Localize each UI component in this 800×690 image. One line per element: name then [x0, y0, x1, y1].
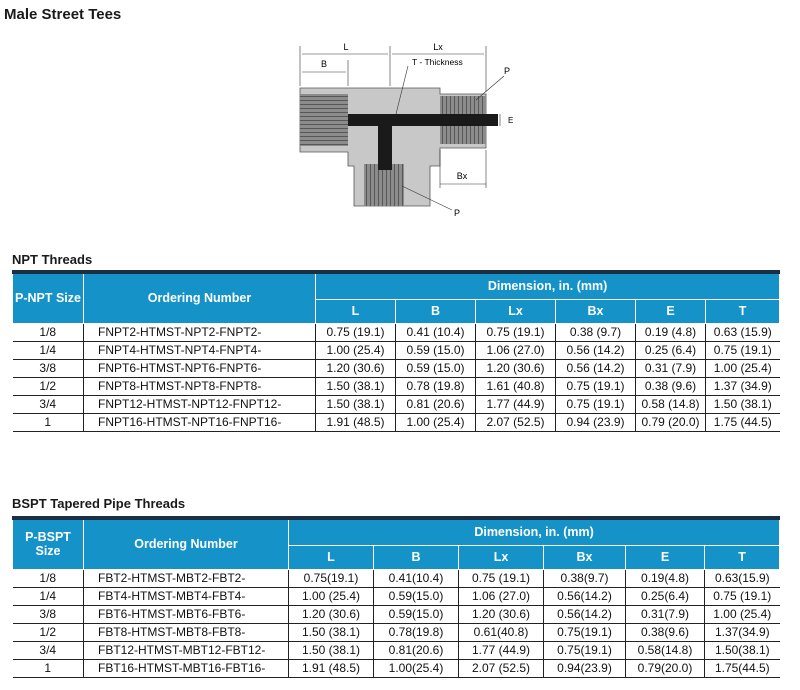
label-P-bottom: P: [454, 208, 461, 218]
dimension-cell: 0.59 (15.0): [396, 341, 476, 359]
label-P-top: P: [504, 66, 511, 76]
dimension-cell: 0.25 (6.4): [636, 341, 706, 359]
dimension-cell: 0.78 (19.8): [396, 377, 476, 395]
size-cell: 1/2: [13, 377, 84, 395]
ordering-number-cell: FBT12-HTMST-MBT12-FBT12-: [84, 641, 289, 659]
npt-col-B: B: [396, 299, 476, 323]
dimension-cell: 0.58(14.8): [626, 641, 705, 659]
size-cell: 3/8: [13, 605, 84, 623]
bspt-col-Bx: Bx: [544, 545, 626, 569]
label-E: E: [508, 116, 514, 125]
bspt-table: [12, 516, 780, 678]
ordering-number-cell: FNPT12-HTMST-NPT12-FNPT12-: [84, 395, 316, 413]
npt-col-Bx: Bx: [556, 299, 636, 323]
dimension-cell: 0.56(14.2): [544, 587, 626, 605]
dimension-cell: 1.91 (48.5): [316, 413, 396, 431]
dimension-cell: 0.61(40.8): [459, 623, 544, 641]
npt-table-row: [13, 413, 780, 431]
dimension-cell: 0.56 (14.2): [556, 341, 636, 359]
npt-section-title: NPT Threads: [12, 252, 93, 267]
dimension-cell: 0.41 (10.4): [396, 323, 476, 341]
bspt-col-B: B: [374, 545, 459, 569]
dimension-cell: 1.00 (25.4): [316, 341, 396, 359]
bspt-table-row: [13, 605, 780, 623]
ordering-number-cell: FBT8-HTMST-MBT8-FBT8-: [84, 623, 289, 641]
dimension-cell: 0.75 (19.1): [459, 569, 544, 587]
ordering-number-cell: FBT4-HTMST-MBT4-FBT4-: [84, 587, 289, 605]
label-B: B: [320, 59, 328, 69]
dimension-cell: 1.20 (30.6): [459, 605, 544, 623]
page-title: Male Street Tees: [4, 6, 122, 23]
dimension-cell: 1.37(34.9): [705, 623, 780, 641]
size-cell: 3/8: [13, 359, 84, 377]
bspt-table-row: [13, 587, 780, 605]
dimension-cell: 0.38(9.6): [626, 623, 705, 641]
dimension-cell: 0.75 (19.1): [556, 395, 636, 413]
dimension-cell: 1.20 (30.6): [289, 605, 374, 623]
dimension-cell: 1.77 (44.9): [476, 395, 556, 413]
ordering-number-cell: FNPT2-HTMST-NPT2-FNPT2-: [84, 323, 316, 341]
dimension-cell: 1.20 (30.6): [316, 359, 396, 377]
dimension-cell: 0.75 (19.1): [556, 377, 636, 395]
dimension-cell: 1.00 (25.4): [396, 413, 476, 431]
bspt-order-header: Ordering Number: [84, 518, 289, 569]
dimension-cell: 0.31 (7.9): [636, 359, 706, 377]
dimension-cell: 1.75 (44.5): [706, 413, 780, 431]
dimension-cell: 1.91 (48.5): [289, 659, 374, 677]
bspt-table-row: [13, 623, 780, 641]
dimension-cell: 0.56 (14.2): [556, 359, 636, 377]
dimension-cell: 2.07 (52.5): [459, 659, 544, 677]
dimension-cell: 0.38 (9.7): [556, 323, 636, 341]
dimension-cell: 0.75 (19.1): [316, 323, 396, 341]
dimension-cell: 0.75(19.1): [289, 569, 374, 587]
dimension-cell: 0.38 (9.6): [636, 377, 706, 395]
ordering-number-cell: FBT2-HTMST-MBT2-FBT2-: [84, 569, 289, 587]
dimension-cell: 0.81(20.6): [374, 641, 459, 659]
npt-col-Lx: Lx: [476, 299, 556, 323]
dimension-cell: 1.61 (40.8): [476, 377, 556, 395]
dimension-cell: 0.41(10.4): [374, 569, 459, 587]
size-cell: 1: [13, 413, 84, 431]
dimension-cell: 0.19 (4.8): [636, 323, 706, 341]
dimension-cell: 0.79(20.0): [626, 659, 705, 677]
dimension-cell: 0.58 (14.8): [636, 395, 706, 413]
ordering-number-cell: FNPT8-HTMST-NPT8-FNPT8-: [84, 377, 316, 395]
dimension-cell: 0.25(6.4): [626, 587, 705, 605]
dimension-cell: 0.75 (19.1): [705, 587, 780, 605]
dimension-cell: 1.50 (38.1): [289, 641, 374, 659]
npt-table-row: [13, 323, 780, 341]
ordering-number-cell: FNPT4-HTMST-NPT4-FNPT4-: [84, 341, 316, 359]
dimension-cell: 1.00(25.4): [374, 659, 459, 677]
npt-order-header: Ordering Number: [84, 272, 316, 323]
npt-col-T: T: [706, 299, 780, 323]
dimension-cell: 1.37 (34.9): [706, 377, 780, 395]
dimension-cell: 0.56(14.2): [544, 605, 626, 623]
label-Lx: Lx: [433, 42, 443, 52]
npt-table-row: [13, 359, 780, 377]
npt-table: [12, 270, 780, 432]
dimension-cell: 0.94 (23.9): [556, 413, 636, 431]
dimension-cell: 0.63 (15.9): [706, 323, 780, 341]
bspt-col-T: T: [705, 545, 780, 569]
dimension-cell: 0.63(15.9): [705, 569, 780, 587]
ordering-number-cell: FBT6-HTMST-MBT6-FBT6-: [84, 605, 289, 623]
ordering-number-cell: FBT16-HTMST-MBT16-FBT16-: [84, 659, 289, 677]
dimension-cell: 0.75(19.1): [544, 623, 626, 641]
dimension-cell: 1.77 (44.9): [459, 641, 544, 659]
dimension-cell: 1.00 (25.4): [706, 359, 780, 377]
bspt-table-row: [13, 659, 780, 677]
dimension-cell: 0.81 (20.6): [396, 395, 476, 413]
dimension-cell: 1.00 (25.4): [289, 587, 374, 605]
size-cell: 1: [13, 659, 84, 677]
dimension-cell: 0.38(9.7): [544, 569, 626, 587]
size-cell: 1/8: [13, 569, 84, 587]
dimension-cell: 0.59(15.0): [374, 605, 459, 623]
dimension-cell: 1.20 (30.6): [476, 359, 556, 377]
dimension-cell: 0.94(23.9): [544, 659, 626, 677]
size-cell: 3/4: [13, 395, 84, 413]
dimension-cell: 0.59(15.0): [374, 587, 459, 605]
ordering-number-cell: FNPT16-HTMST-NPT16-FNPT16-: [84, 413, 316, 431]
dimension-cell: 0.75 (19.1): [476, 323, 556, 341]
dimension-cell: 2.07 (52.5): [476, 413, 556, 431]
bspt-size-header: P-BSPT Size: [13, 518, 84, 569]
dimension-cell: 1.75(44.5): [705, 659, 780, 677]
ordering-number-cell: FNPT6-HTMST-NPT6-FNPT6-: [84, 359, 316, 377]
bspt-section-title: BSPT Tapered Pipe Threads: [12, 496, 186, 511]
label-T-thickness: T - Thickness: [412, 57, 463, 67]
npt-col-L: L: [316, 299, 396, 323]
npt-col-E: E: [636, 299, 706, 323]
npt-dimension-header: Dimension, in. (mm): [316, 272, 780, 299]
dimension-cell: 0.75(19.1): [544, 641, 626, 659]
dimension-cell: 1.50 (38.1): [289, 623, 374, 641]
dimension-cell: 0.79 (20.0): [636, 413, 706, 431]
bspt-table-row: [13, 569, 780, 587]
bspt-table-row: [13, 641, 780, 659]
size-cell: 1/4: [13, 341, 84, 359]
dimension-cell: 0.19(4.8): [626, 569, 705, 587]
dimension-cell: 0.31(7.9): [626, 605, 705, 623]
npt-size-header: P-NPT Size: [13, 272, 84, 323]
tee-cross-section-diagram: [290, 36, 530, 222]
dimension-cell: 0.59 (15.0): [396, 359, 476, 377]
size-cell: 1/2: [13, 623, 84, 641]
dimension-cell: 1.00 (25.4): [705, 605, 780, 623]
dimension-cell: 1.50 (38.1): [316, 395, 396, 413]
label-Bx: Bx: [456, 171, 468, 181]
npt-table-row: [13, 341, 780, 359]
bspt-col-Lx: Lx: [459, 545, 544, 569]
dimension-cell: 1.06 (27.0): [476, 341, 556, 359]
dimension-cell: 1.50(38.1): [705, 641, 780, 659]
bspt-col-E: E: [626, 545, 705, 569]
label-L: L: [343, 42, 349, 52]
dimension-cell: 1.50 (38.1): [316, 377, 396, 395]
size-cell: 1/4: [13, 587, 84, 605]
dimension-cell: 1.50 (38.1): [706, 395, 780, 413]
npt-table-row: [13, 377, 780, 395]
dimension-cell: 1.06 (27.0): [459, 587, 544, 605]
bspt-dimension-header: Dimension, in. (mm): [289, 518, 780, 545]
dimension-cell: 0.78(19.8): [374, 623, 459, 641]
dimension-cell: 0.75 (19.1): [706, 341, 780, 359]
size-cell: 1/8: [13, 323, 84, 341]
bspt-col-L: L: [289, 545, 374, 569]
size-cell: 3/4: [13, 641, 84, 659]
npt-table-row: [13, 395, 780, 413]
